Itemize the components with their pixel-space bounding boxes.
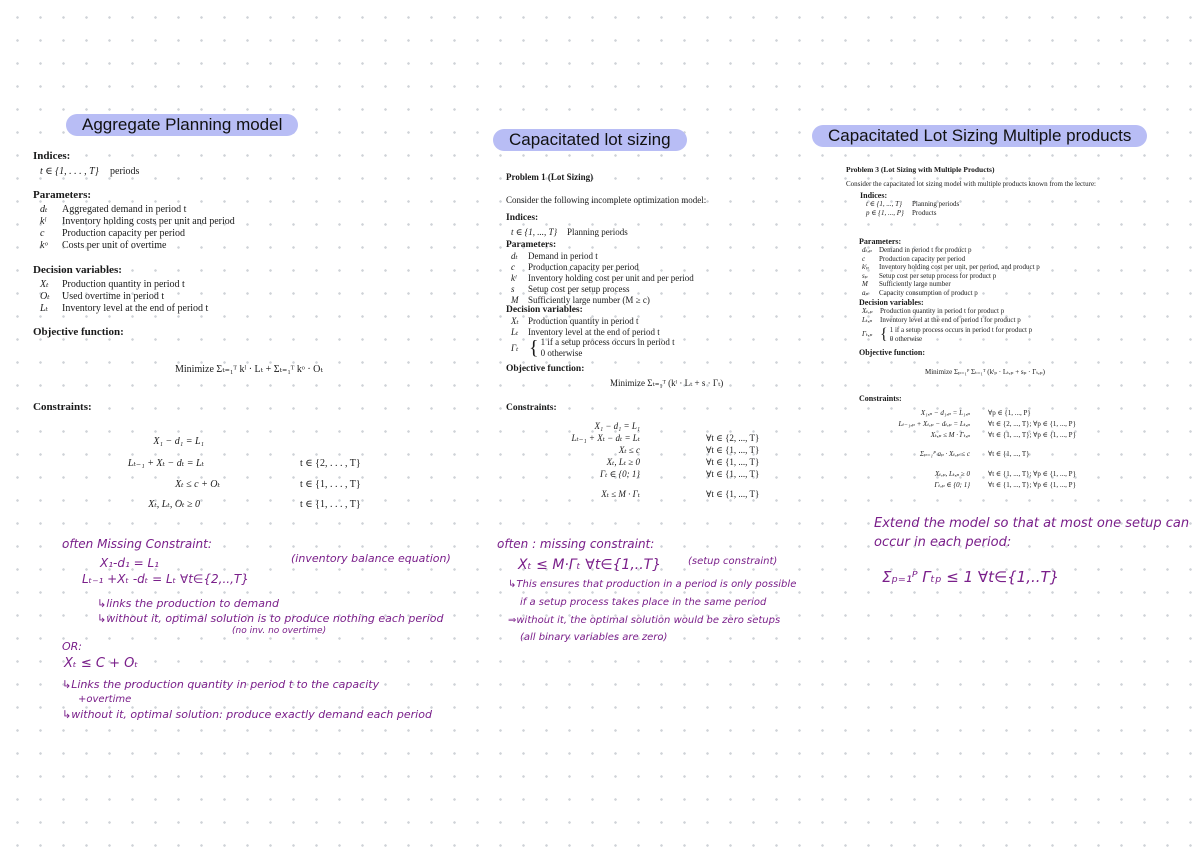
indices-heading: Indices: [860,191,888,200]
constraint-lhs: Xₜ,ₚ ≤ M · Γₜ,ₚ [930,431,970,439]
constraint-domain: ∀t ∈ {1, ..., T}; ∀p ∈ {1, ..., P} [988,481,1076,489]
indices-heading: Indices: [506,213,539,223]
parameters-heading: Parameters: [506,240,557,250]
constraint-lhs: X₁,ₚ − d₁,ₚ = L₁,ₚ [920,409,970,417]
constraint-lhs: Xₜ, Lₜ, Oₜ ≥ 0 [148,499,200,510]
parameters-list: dₜ Aggregated demand in period t kˡ Inventory holding costs per unit and period c Production capacity per period kᵒ Costs per unit of overtime [40,204,235,251]
note-line: OR: [62,640,83,653]
constraint-domain: t ∈ {2, . . . , T} [300,458,361,469]
indices-list: t ∈ {1, ..., T} Planning periods p ∈ {1, ..., P} Products [866,200,960,217]
constraint-lhs: Xₜ ≤ M · Γₜ [601,489,640,499]
constraint-domain: ∀t ∈ {1, ..., T}; ∀p ∈ {1, ..., P} [988,470,1076,478]
setup-binary-definition: Γₜ,ₚ { 1 if a setup process occurs in period t for product p 0 otherwise [862,325,1033,343]
decision-variables-list: Xₜ,ₚ Production quantity in period t for product p Lₜ,ₚ Inventory level at the end of period t for product p [862,307,1021,324]
constraint-lhs: Xₜ,ₚ, Lₜ,ₚ ≥ 0 [934,470,970,478]
decision-variables-list: Xₜ Production quantity in period t Oₜ Used overtime in period t Lₜ Inventory level at the end of period t [40,279,209,314]
constraints-heading: Constraints: [859,394,902,403]
decision-variables-heading: Decision variables: [506,305,583,315]
constraints-heading: Constraints: [506,403,557,413]
parameters-heading: Parameters: [33,189,92,201]
constraint-domain: ∀t ∈ {1, ..., T} [988,450,1030,458]
parameters-heading: Parameters: [859,237,902,246]
note-line: Σₚ₌₁ᴾ Γₜₚ ≤ 1 ∀t∈{1,..T} [882,568,1060,586]
objective-heading: Objective function: [33,326,124,338]
note-line: often : missing constraint: [497,537,655,551]
panel-title-aggregate: Aggregate Planning model [66,114,298,136]
constraint-domain: t ∈ {1, . . . , T} [300,479,361,490]
note-line: (setup constraint) [688,556,778,567]
note-line: X₁-d₁ = L₁ [100,556,159,570]
note-line: Xₜ ≤ M·Γₜ ∀t∈{1,..T} [518,557,662,573]
constraint-domain: t ∈ {1, . . . , T} [300,499,361,510]
objective-formula: Minimize Σₜ₌₁ᵀ kˡ · Lₜ + Σₜ₌₁ᵀ kᵒ · Oₜ [175,364,323,375]
note-line: Lₜ₋₁ +Xₜ -dₜ = Lₜ ∀t∈{2,..,T} [82,572,249,586]
note-line: if a setup process takes place in the same period [520,597,767,608]
constraint-lhs: Lₜ₋₁ + Xₜ − dₜ = Lₜ [571,433,640,443]
note-line: Extend the model so that at most one setup can [874,516,1190,531]
note-line: ↳without it, optimal solution: produce exactly demand each period [62,708,432,721]
constraint-lhs: Lₜ₋₁ + Xₜ − dₜ = Lₜ [127,458,204,469]
panel-title-multi-products: Capacitated Lot Sizing Multiple products [812,125,1147,147]
note-line: (all binary variables are zero) [520,632,668,643]
constraint-domain: ∀t ∈ {1, ..., T} [706,457,760,467]
objective-heading: Objective function: [506,364,585,374]
constraint-domain: ∀t ∈ {1, ..., T}; ∀p ∈ {1, ..., P} [988,431,1076,439]
decision-variables-heading: Decision variables: [33,264,122,276]
constraints-heading: Constraints: [33,401,92,413]
setup-binary-definition: Γₜ { 1 if a setup process occurs in period t 0 otherwise [511,337,675,359]
constraint-lhs: Xₜ ≤ c + Oₜ [175,479,220,490]
note-line: occur in each period: [874,535,1012,550]
note-line: (no inv. no overtime) [232,626,327,636]
parameters-list: dₜ,ₚ Demand in period t for product p c Production capacity per period kˡₚ Inventory holding cost per unit, per period, and product p sₚ Setup cost per setup process for product p M Sufficiently large number aₚ Capacity consumption of product p [862,246,1040,297]
note-line: +overtime [78,694,132,705]
index-row: t ∈ {1, . . . , T} periods [40,166,140,177]
constraint-domain: ∀t ∈ {2, ..., T}; ∀p ∈ {1, ..., P} [988,420,1076,428]
decision-variables-heading: Decision variables: [859,298,924,307]
constraint-domain: ∀t ∈ {1, ..., T} [706,489,760,499]
note-line: ↳Links the production quantity in period t to the capacity [62,678,380,691]
objective-formula: Minimize Σₜ₌₁ᵀ (kˡ · Lₜ + s · Γₜ) [610,378,724,388]
constraint-lhs: Xₜ ≤ c [618,445,640,455]
constraint-lhs: Xₜ, Lₜ ≥ 0 [606,457,640,467]
note-line: ↳without it, optimal solution is to produce nothing each period [97,612,444,625]
problem-intro: Consider the capacitated lot sizing model with multiple products known from the lecture: [846,180,1096,188]
constraint-domain: ∀p ∈ {1, ..., P} [988,409,1031,417]
constraint-lhs: Γₜ ∈ {0; 1} [600,469,640,479]
problem-label: Problem 1 (Lot Sizing) [506,172,594,182]
constraint-lhs: X₁ − d₁ = L₁ [594,421,640,431]
constraint-lhs: X₁ − d₁ = L₁ [153,436,204,447]
constraint-lhs: Lₜ₋₁,ₚ + Xₜ,ₚ − dₜ,ₚ = Lₜ,ₚ [898,420,970,428]
note-line: often Missing Constraint: [62,537,212,551]
constraint-lhs: Γₜ,ₚ ∈ {0; 1} [934,481,970,489]
panel-title-lot-sizing: Capacitated lot sizing [493,129,687,151]
constraint-domain: ∀t ∈ {2, ..., T} [706,433,760,443]
parameters-list: dₜ Demand in period t c Production capacity per period kˡ Inventory holding cost per unit and per period s Setup cost per setup process M Sufficiently large number (M ≥ c) [511,251,694,305]
note-line: (inventory balance equation) [291,552,451,565]
constraint-domain: ∀t ∈ {1, ..., T} [706,469,760,479]
problem-label: Problem 3 (Lot Sizing with Multiple Products) [846,165,995,174]
constraint-lhs: Σₚ₌₁ᴾ aₚ · Xₜ,ₚ ≤ c [919,450,970,458]
index-row: t ∈ {1, ..., T} Planning periods [511,227,628,237]
problem-intro: Consider the following incomplete optimization model: [506,195,707,205]
decision-variables-list: Xₜ Production quantity in period t Lₜ Inventory level at the end of period t [511,316,660,337]
constraint-domain: ∀t ∈ {1, ..., T} [706,445,760,455]
indices-heading: Indices: [33,150,71,162]
note-line: ⇒without it, the optimal solution would be zero setups [508,615,781,626]
note-line: ↳links the production to demand [97,597,279,610]
objective-formula: Minimize Σₚ₌₁ᴾ Σₜ₌₁ᵀ (kˡₚ · Lₜ,ₚ + sₚ · Γₜ,ₚ) [925,368,1045,376]
note-line: ↳This ensures that production in a period is only possible [508,579,797,590]
objective-heading: Objective function: [859,348,925,357]
note-line: Xₜ ≤ C + Oₜ [64,656,139,671]
